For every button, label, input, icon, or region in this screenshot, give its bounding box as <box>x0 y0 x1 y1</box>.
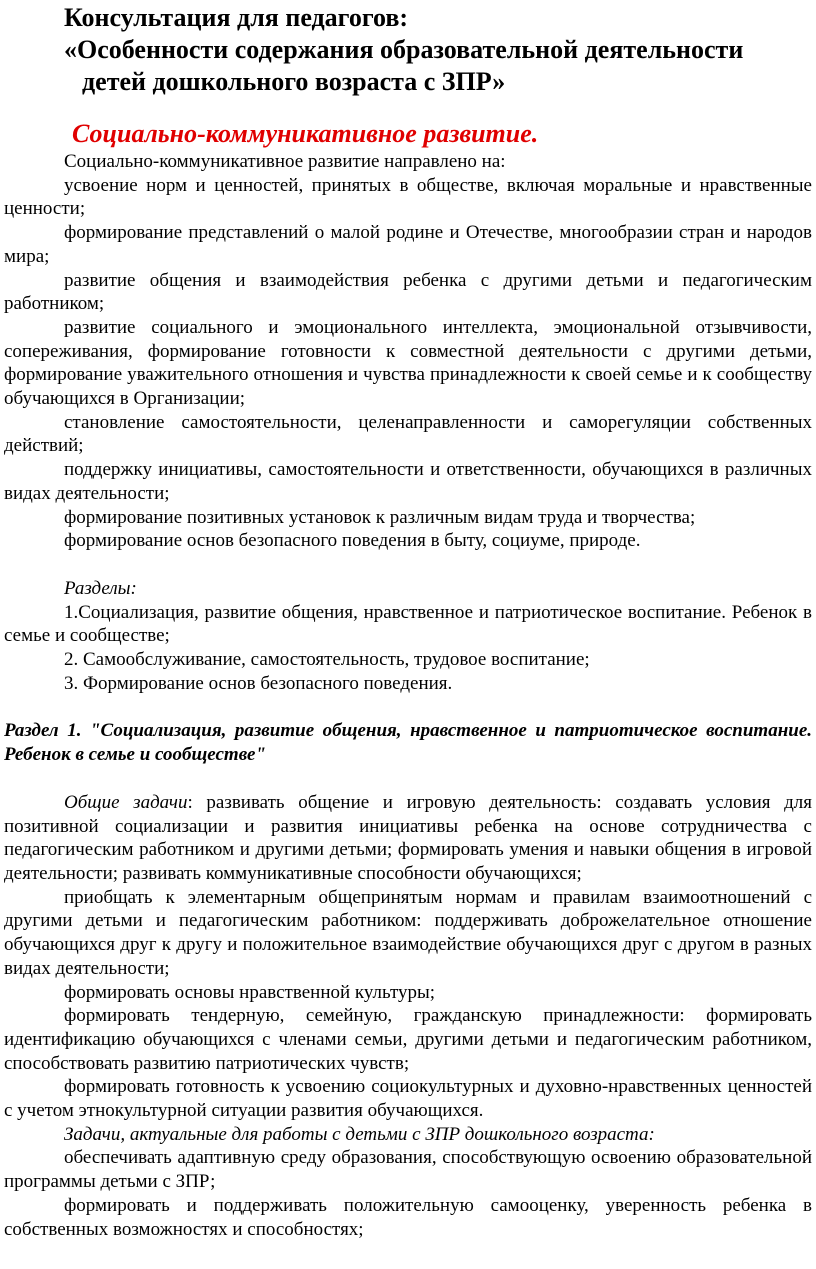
goal-item: формирование основ безопасного поведения в быту, социуме, природе. <box>64 530 641 552</box>
zpr-task-item: формировать и поддерживать положительную самооценку, уверенность ребенка в собственных возможностях и способностях; <box>4 1194 812 1240</box>
document-title <box>4 0 812 98</box>
title-line-2: «Особенности содержания образовательной деятельности <box>64 35 744 64</box>
general-tasks-text: : развивать общение и игровую деятельность: создавать условия для позитивной социализации и развития инициативы ребенка на основе сотрудничества с педагогическим работником и другими детьми; формировать умения и навыки общения в игровой деятельности; развивать коммуникативные способности обучающихся; <box>4 791 813 884</box>
task-item: приобщать к элементарным общепринятым нормам и правилам взаимоотношений с другими детьми и педагогическим работником: поддерживать доброжелательное отношение обучающихся друг к другу и положительное взаимодействие обучающихся друг с другом в разных видах деятельности; <box>4 886 812 979</box>
task-item: формировать основы нравственной культуры; <box>64 981 436 1003</box>
goal-item: формирование позитивных установок к различным видам труда и творчества; <box>64 506 696 528</box>
goal-item: развитие социального и эмоционального интеллекта, эмоциональной отзывчивости, сопереживания, формирование готовности к совместной деятельности с другими детьми, формирование уважительного отношения и чувства принадлежности к своей семье и к сообществу обучающихся в Организации; <box>4 316 812 410</box>
title-line-3: детей дошкольного возраста с ЗПР» <box>82 67 506 96</box>
section-heading: Социально-коммуникативное развитие. <box>72 119 539 148</box>
intro-paragraph: Социально-коммуникативное развитие направлено на: <box>64 151 506 172</box>
goal-item: развитие общения и взаимодействия ребенка с другими детьми и педагогическим работником; <box>4 269 812 315</box>
zpr-tasks-label: Задачи, актуальные для работы с детьми с ЗПР дошкольного возраста: <box>64 1123 655 1145</box>
zpr-task-item: обеспечивать адаптивную среду образования, способствующую освоению образовательной программы детьми с ЗПР; <box>4 1147 812 1193</box>
goal-item: формирование представлений о малой родине и Отечестве, многообразии стран и народов мира; <box>4 222 812 267</box>
general-tasks-paragraph <box>4 791 812 886</box>
goal-item: становление самостоятельности, целенаправленности и саморегуляции собственных действий; <box>4 411 812 457</box>
part1-heading: Раздел 1. "Социализация, развитие общения, нравственное и патриотическое воспитание. Ребенок в семье и сообществе" <box>4 720 812 766</box>
goal-item: поддержку инициативы, самостоятельности и ответственности, обучающихся в различных видах деятельности; <box>4 459 812 504</box>
section-item: 1.Социализация, развитие общения, нравственное и патриотическое воспитание. Ребенок в семье и сообществе; <box>4 601 812 647</box>
title-line-1: Консультация для педагогов: <box>64 3 409 32</box>
document-body <box>4 150 812 1241</box>
goal-item: усвоение норм и ценностей, принятых в обществе, включая моральные и нравственные ценности; <box>4 174 812 220</box>
section-item: 2. Самообслуживание, самостоятельность, трудовое воспитание; <box>64 649 590 671</box>
general-tasks-label: Общие задачи <box>64 791 188 813</box>
task-item: формировать готовность к усвоению социокультурных и духовно-нравственных ценностей с учетом этнокультурной ситуации развития обучающихся. <box>4 1076 812 1122</box>
sections-label: Разделы: <box>64 577 137 599</box>
task-item: формировать тендерную, семейную, гражданскую принадлежности: формировать идентификацию обучающихся с членами семьи, другими детьми и педагогическим работником, способствовать развитию патриотических чувств; <box>4 1005 812 1074</box>
section-item: 3. Формирование основ безопасного поведения. <box>64 672 453 694</box>
